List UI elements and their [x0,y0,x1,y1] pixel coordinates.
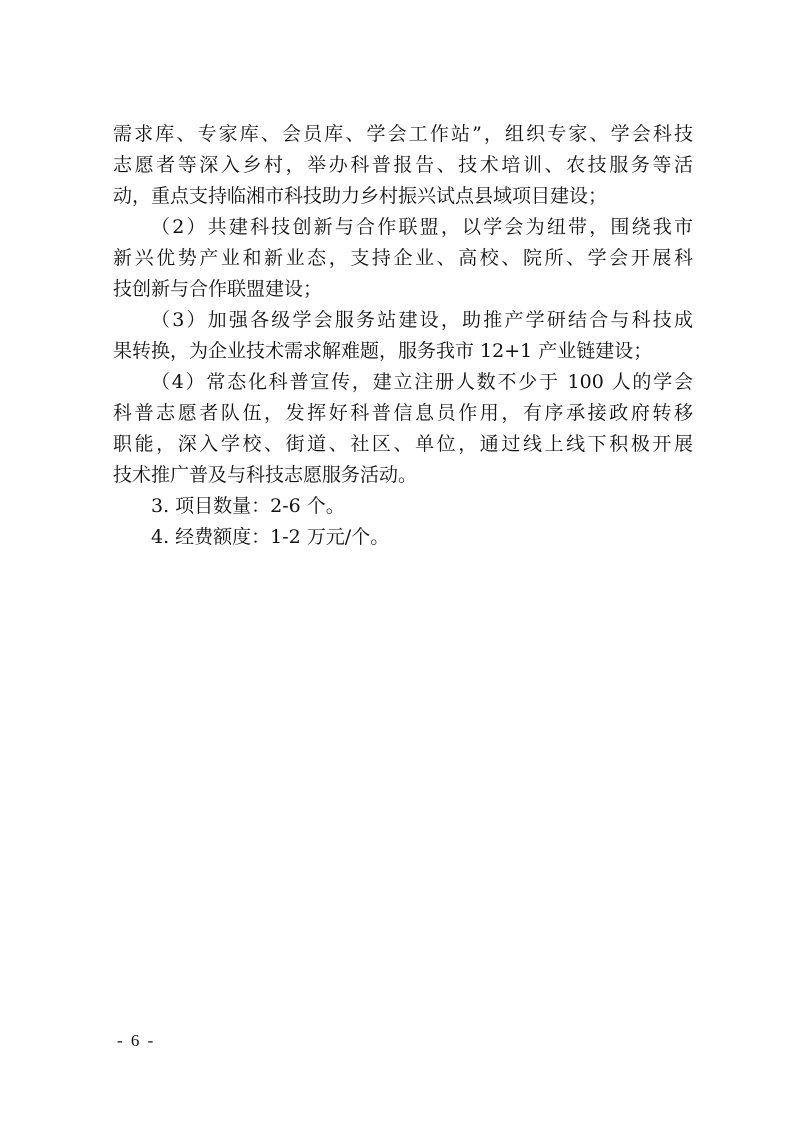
paragraph-line: 技术推广普及与科技志愿服务活动。 [113,464,418,486]
paragraph-line: （2）共建科技创新与合作联盟，以学会为纽带，围绕我市 [151,216,693,238]
paragraph-line: 科普志愿者队伍，发挥好科普信息员作用，有序承接政府转移 [113,402,693,424]
paragraph-line: （3）加强各级学会服务站建设，助推产学研结合与科技成 [151,309,693,331]
paragraph-line: 动，重点支持临湘市科技助力乡村振兴试点县域项目建设； [113,185,608,207]
paragraph-line: 志愿者等深入乡村，举办科普报告、技术培训、农技服务等活 [113,154,693,176]
paragraph-line: （4）常态化科普宣传，建立注册人数不少于 100 人的学会 [151,371,693,393]
document-body [113,119,693,553]
paragraph-line: 职能，深入学校、街道、社区、单位，通过线上线下积极开展 [113,433,693,455]
paragraph-line: 果转换，为企业技术需求解难题，服务我市 12+1 产业链建设； [113,340,653,362]
page-number: - 6 - [117,1031,156,1050]
paragraph-line: 技创新与合作联盟建设； [113,278,323,300]
paragraph-line: 需求库、专家库、会员库、学会工作站”，组织专家、学会科技 [113,123,693,145]
funding-line: 4. 经费额度：1-2 万元/个。 [151,526,390,548]
paragraph-line: 新兴优势产业和新业态，支持企业、高校、院所、学会开展科 [113,247,693,269]
item-count-line: 3. 项目数量：2-6 个。 [151,495,345,517]
